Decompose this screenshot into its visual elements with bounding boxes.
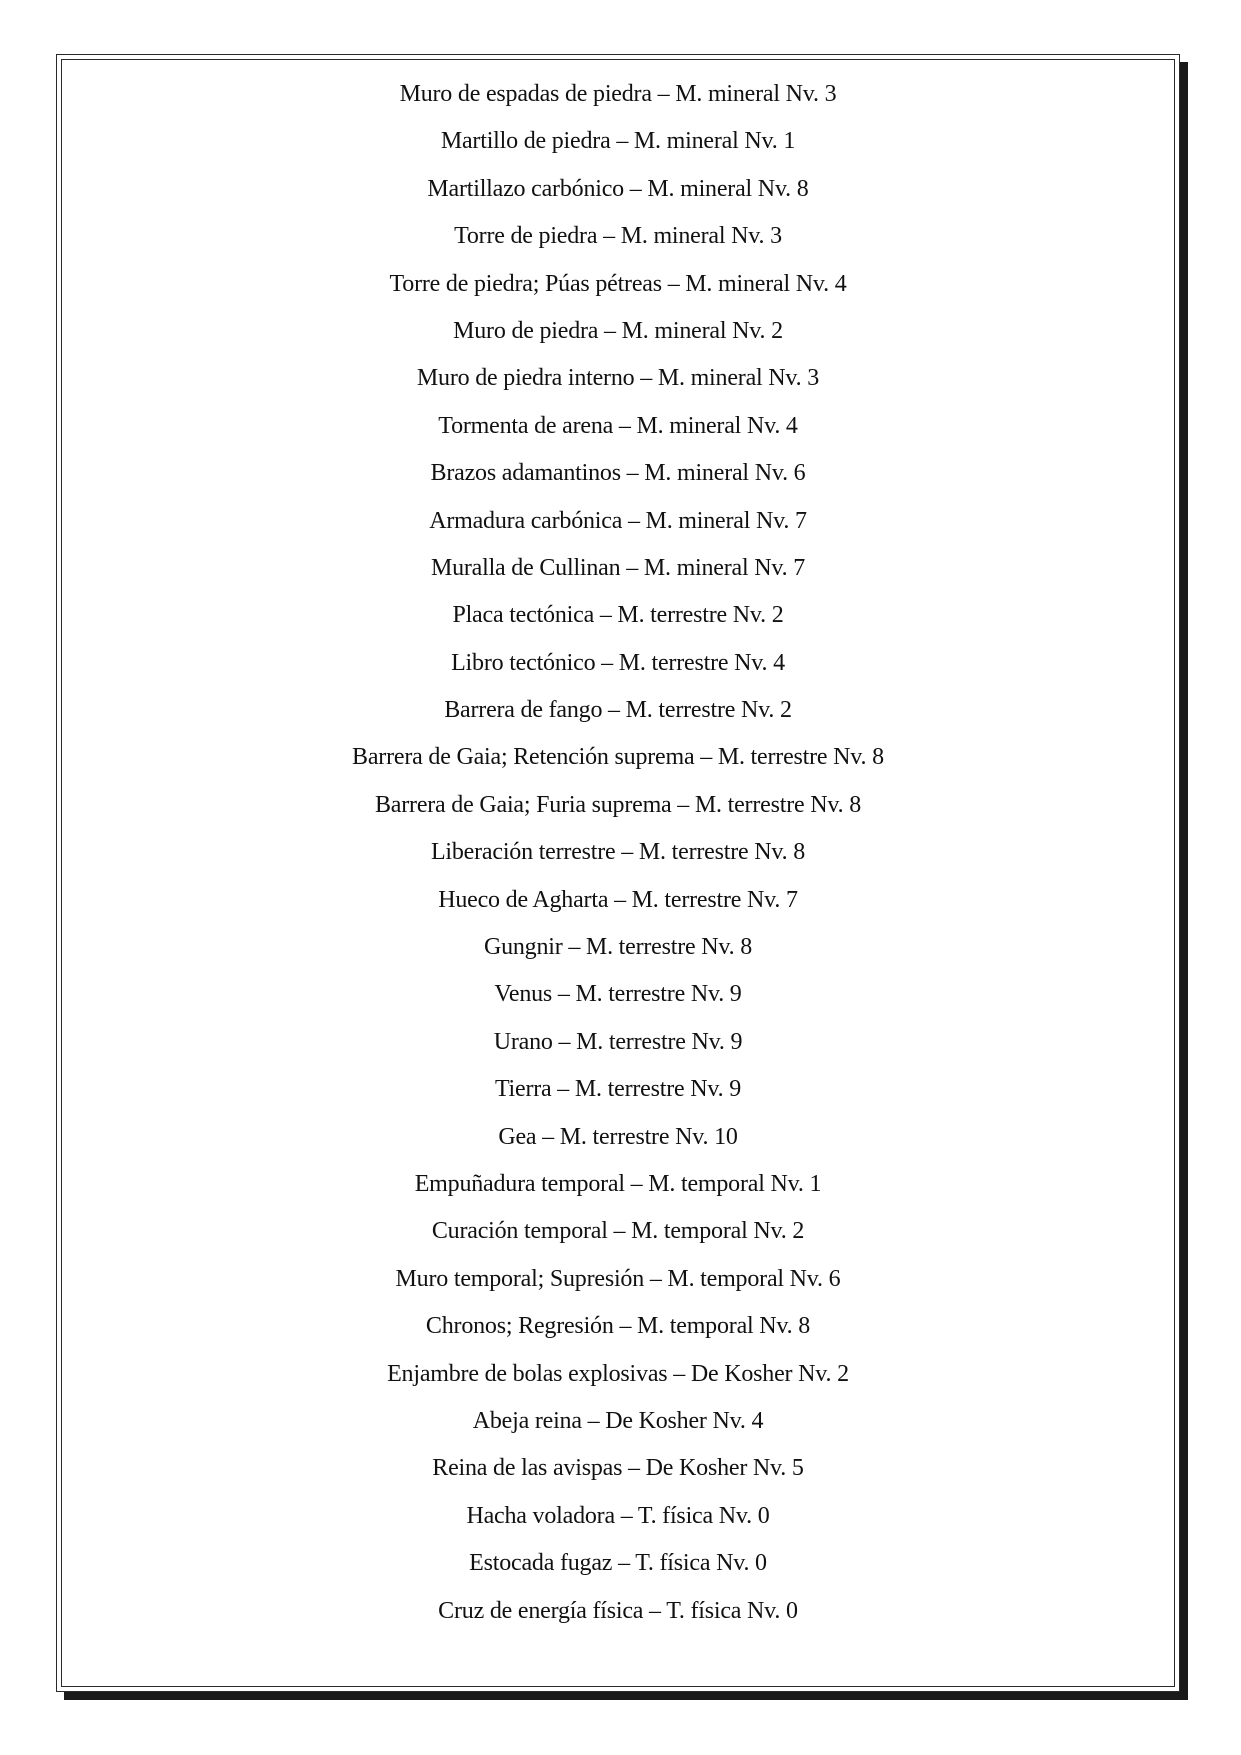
spell-list-item: Curación temporal – M. temporal Nv. 2 — [431, 1218, 805, 1245]
spell-list-item: Cruz de energía física – T. física Nv. 0 — [438, 1597, 798, 1624]
spell-list-item: Muro de espadas de piedra – M. mineral Nv. 3 — [399, 81, 837, 107]
spell-list-item: Urano – M. terrestre Nv. 9 — [493, 1028, 743, 1055]
spell-list-item: Torre de piedra; Púas pétreas – M. mineral Nv. 4 — [389, 270, 847, 297]
page-frame — [56, 54, 1180, 1692]
spell-list — [57, 71, 1179, 1635]
spell-list-item: Martillazo carbónico – M. mineral Nv. 8 — [427, 175, 809, 202]
spell-list-item: Barrera de Gaia; Furia suprema – M. terrestre Nv. 8 — [374, 791, 862, 818]
spell-list-item: Empuñadura temporal – M. temporal Nv. 1 — [414, 1170, 822, 1197]
spell-list-item: Barrera de Gaia; Retención suprema – M. terrestre Nv. 8 — [352, 744, 884, 771]
spell-list-item: Muro temporal; Supresión – M. temporal Nv. 6 — [395, 1265, 841, 1292]
spell-list-item: Chronos; Regresión – M. temporal Nv. 8 — [425, 1313, 811, 1340]
spell-list-item: Armadura carbónica – M. mineral Nv. 7 — [429, 507, 807, 534]
spell-list-item: Venus – M. terrestre Nv. 9 — [494, 981, 742, 1008]
spell-list-item: Gea – M. terrestre Nv. 10 — [498, 1123, 738, 1150]
spell-list-item: Martillo de piedra – M. mineral Nv. 1 — [440, 128, 796, 155]
spell-list-item: Muralla de Cullinan – M. mineral Nv. 7 — [430, 554, 806, 581]
spell-list-item: Hacha voladora – T. física Nv. 0 — [466, 1502, 770, 1529]
spell-list-item: Libro tectónico – M. terrestre Nv. 4 — [451, 649, 785, 676]
spell-list-item: Gungnir – M. terrestre Nv. 8 — [483, 934, 753, 961]
spell-list-item: Liberación terrestre – M. terrestre Nv. 8 — [430, 839, 806, 866]
spell-list-item: Enjambre de bolas explosivas – De Kosher Nv. 2 — [387, 1360, 849, 1387]
spell-list-item: Reina de las avispas – De Kosher Nv. 5 — [432, 1455, 804, 1482]
spell-list-item: Abeja reina – De Kosher Nv. 4 — [472, 1407, 764, 1434]
spell-list-item: Muro de piedra – M. mineral Nv. 2 — [453, 317, 783, 344]
spell-list-item: Estocada fugaz – T. física Nv. 0 — [469, 1550, 767, 1577]
spell-list-item: Muro de piedra interno – M. mineral Nv. 3 — [416, 365, 820, 392]
spell-list-item: Hueco de Agharta – M. terrestre Nv. 7 — [438, 886, 798, 913]
spell-list-item: Torre de piedra – M. mineral Nv. 3 — [454, 223, 782, 250]
spell-list-item: Placa tectónica – M. terrestre Nv. 2 — [452, 602, 784, 629]
spell-list-item: Tierra – M. terrestre Nv. 9 — [494, 1076, 742, 1103]
spell-list-item: Barrera de fango – M. terrestre Nv. 2 — [444, 697, 792, 724]
spell-list-item: Brazos adamantinos – M. mineral Nv. 6 — [430, 460, 806, 487]
spell-list-item: Tormenta de arena – M. mineral Nv. 4 — [438, 412, 798, 439]
